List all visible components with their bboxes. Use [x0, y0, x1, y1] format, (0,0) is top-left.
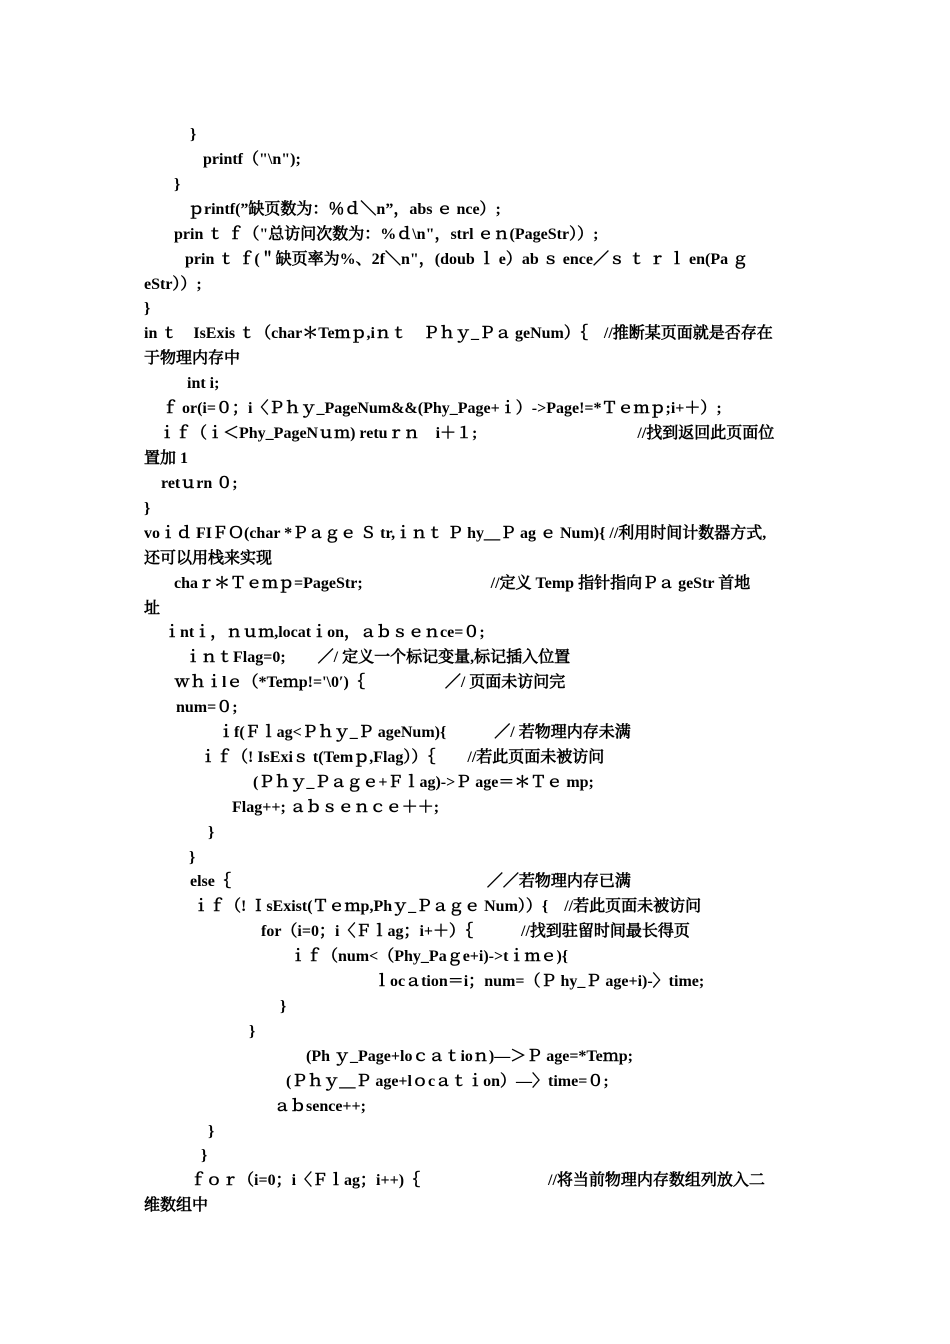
code-line: retｕrn ０;	[161, 475, 238, 492]
code-line: 址	[144, 600, 161, 617]
code-line: 置加 1	[144, 450, 189, 467]
code-line: 于物理内存中	[144, 350, 241, 367]
code-line: ｆ or(i=０；i〈Ｐｈｙ_PageNum&&(Phy_Page+ｉ）->Page!=*Ｔｅｍｐ;i+＋）;	[162, 400, 722, 417]
code-line: Flag++; ａｂｓｅｎｃｅ＋＋;	[232, 799, 440, 816]
code-line: }	[189, 849, 196, 866]
code-line: ｐrintf(”缺页数为：％ｄ＼n”，abs ｅ nce）;	[188, 201, 501, 218]
code-line: ａｂsence++;	[274, 1098, 366, 1115]
code-line: chaｒ＊Ｔｅｍｐ=PageStr; //定义 Temp 指针指向Ｐａ geStr 首地	[174, 575, 751, 592]
code-line: printf（"\n");	[203, 151, 301, 168]
code-line: ｉｆ（! IsExiｓ t(Temｐ,Flag））｛ //若此页面未被访问	[200, 749, 605, 766]
code-line: }	[144, 500, 151, 517]
code-line: }	[144, 300, 151, 317]
code-line: ｉntｉ，ｎｕｍ,locatｉon，ａｂｓｅｎce=０;	[164, 624, 485, 641]
code-line: 还可以用栈来实现	[144, 550, 273, 567]
code-line: else｛ ／／若物理内存已满	[190, 873, 631, 890]
code-line: eStr））;	[144, 276, 202, 293]
code-line: (Ph ｙ_Page+loｃａｔioｎ)—＞Ｐ age=*Teｍp;	[306, 1048, 633, 1065]
code-line: ｉf(Ｆｌag<Ｐｈｙ_Ｐ ageNum){ ／/ 若物理内存未满	[218, 724, 631, 741]
code-line: num=０;	[176, 699, 238, 716]
code-line: }	[201, 1147, 208, 1164]
code-line: (Ｐｈｙ＿Ｐ age+lｏcａｔｉon）—〉time=０;	[286, 1073, 609, 1090]
code-line: }	[174, 176, 181, 193]
code-line: (Ｐｈｙ_Ｐａｇｅ+Ｆｌag)->Ｐ age＝＊Ｔｅ mp;	[253, 774, 594, 791]
code-line: }	[190, 126, 197, 143]
code-line: prin ｔ ｆ（"总访问次数为：%ｄ\n"，strl ｅｎ(PageStr））;	[174, 226, 599, 243]
code-line: for（i=0；i〈Ｆｌag；i+＋）｛ //找到驻留时间最长得页	[261, 923, 690, 940]
code-line: ｆｏｒ（i=0；i〈Ｆｌag；i++)｛ //将当前物理内存数组列放入二	[190, 1172, 765, 1189]
code-line: }	[249, 1023, 256, 1040]
code-line: ｌocａtion＝i；num=（Ｐ hy_Ｐ age+i)-〉time;	[374, 973, 705, 990]
code-line: prin ｔ ｆ(＂缺页率为%、2f＼n"，(doub ｌ e）ab ｓ ence／ｓ ｔ ｒ ｌ en(Pa ｇ	[185, 251, 749, 268]
code-line: ｗｈｉlｅ（*Teｍp!='\0′)｛ ／/ 页面未访问完	[174, 674, 566, 691]
code-line: ｉｆ（num<（Phy_Paｇe+i)->tｉｍｅ){	[290, 948, 569, 965]
code-line: voｉｄ FIＦＯ(char *Ｐａｇｅ Ｓ tr,ｉｎｔ Ｐ hy＿Ｐ ag ｅ Num){ //利用时间计数器方式,	[144, 525, 767, 542]
code-line: }	[280, 998, 287, 1015]
code-line: 维数组中	[144, 1197, 209, 1214]
code-line: ｉｆ（! ＩsExist(Ｔｅｍp,Phｙ_Ｐａｇｅ Num））{ //若此页面未被访问	[193, 898, 702, 915]
code-line: }	[208, 824, 215, 841]
code-line: int i;	[187, 375, 220, 392]
code-line: in ｔ IsExis ｔ（char＊Teｍｐ,iｎｔ Ｐｈｙ_Ｐａ geNum）｛ //推断某页面就是否存在	[144, 325, 773, 342]
code-line: ｉｆ（ｉ＜Phy_PageNｕｍ) retuｒｎ i＋１; //找到返回此页面位	[159, 425, 775, 442]
code-line: }	[208, 1123, 215, 1140]
code-line: ｉｎｔFlag=0; ／/ 定义一个标记变量,标记插入位置	[185, 649, 571, 666]
